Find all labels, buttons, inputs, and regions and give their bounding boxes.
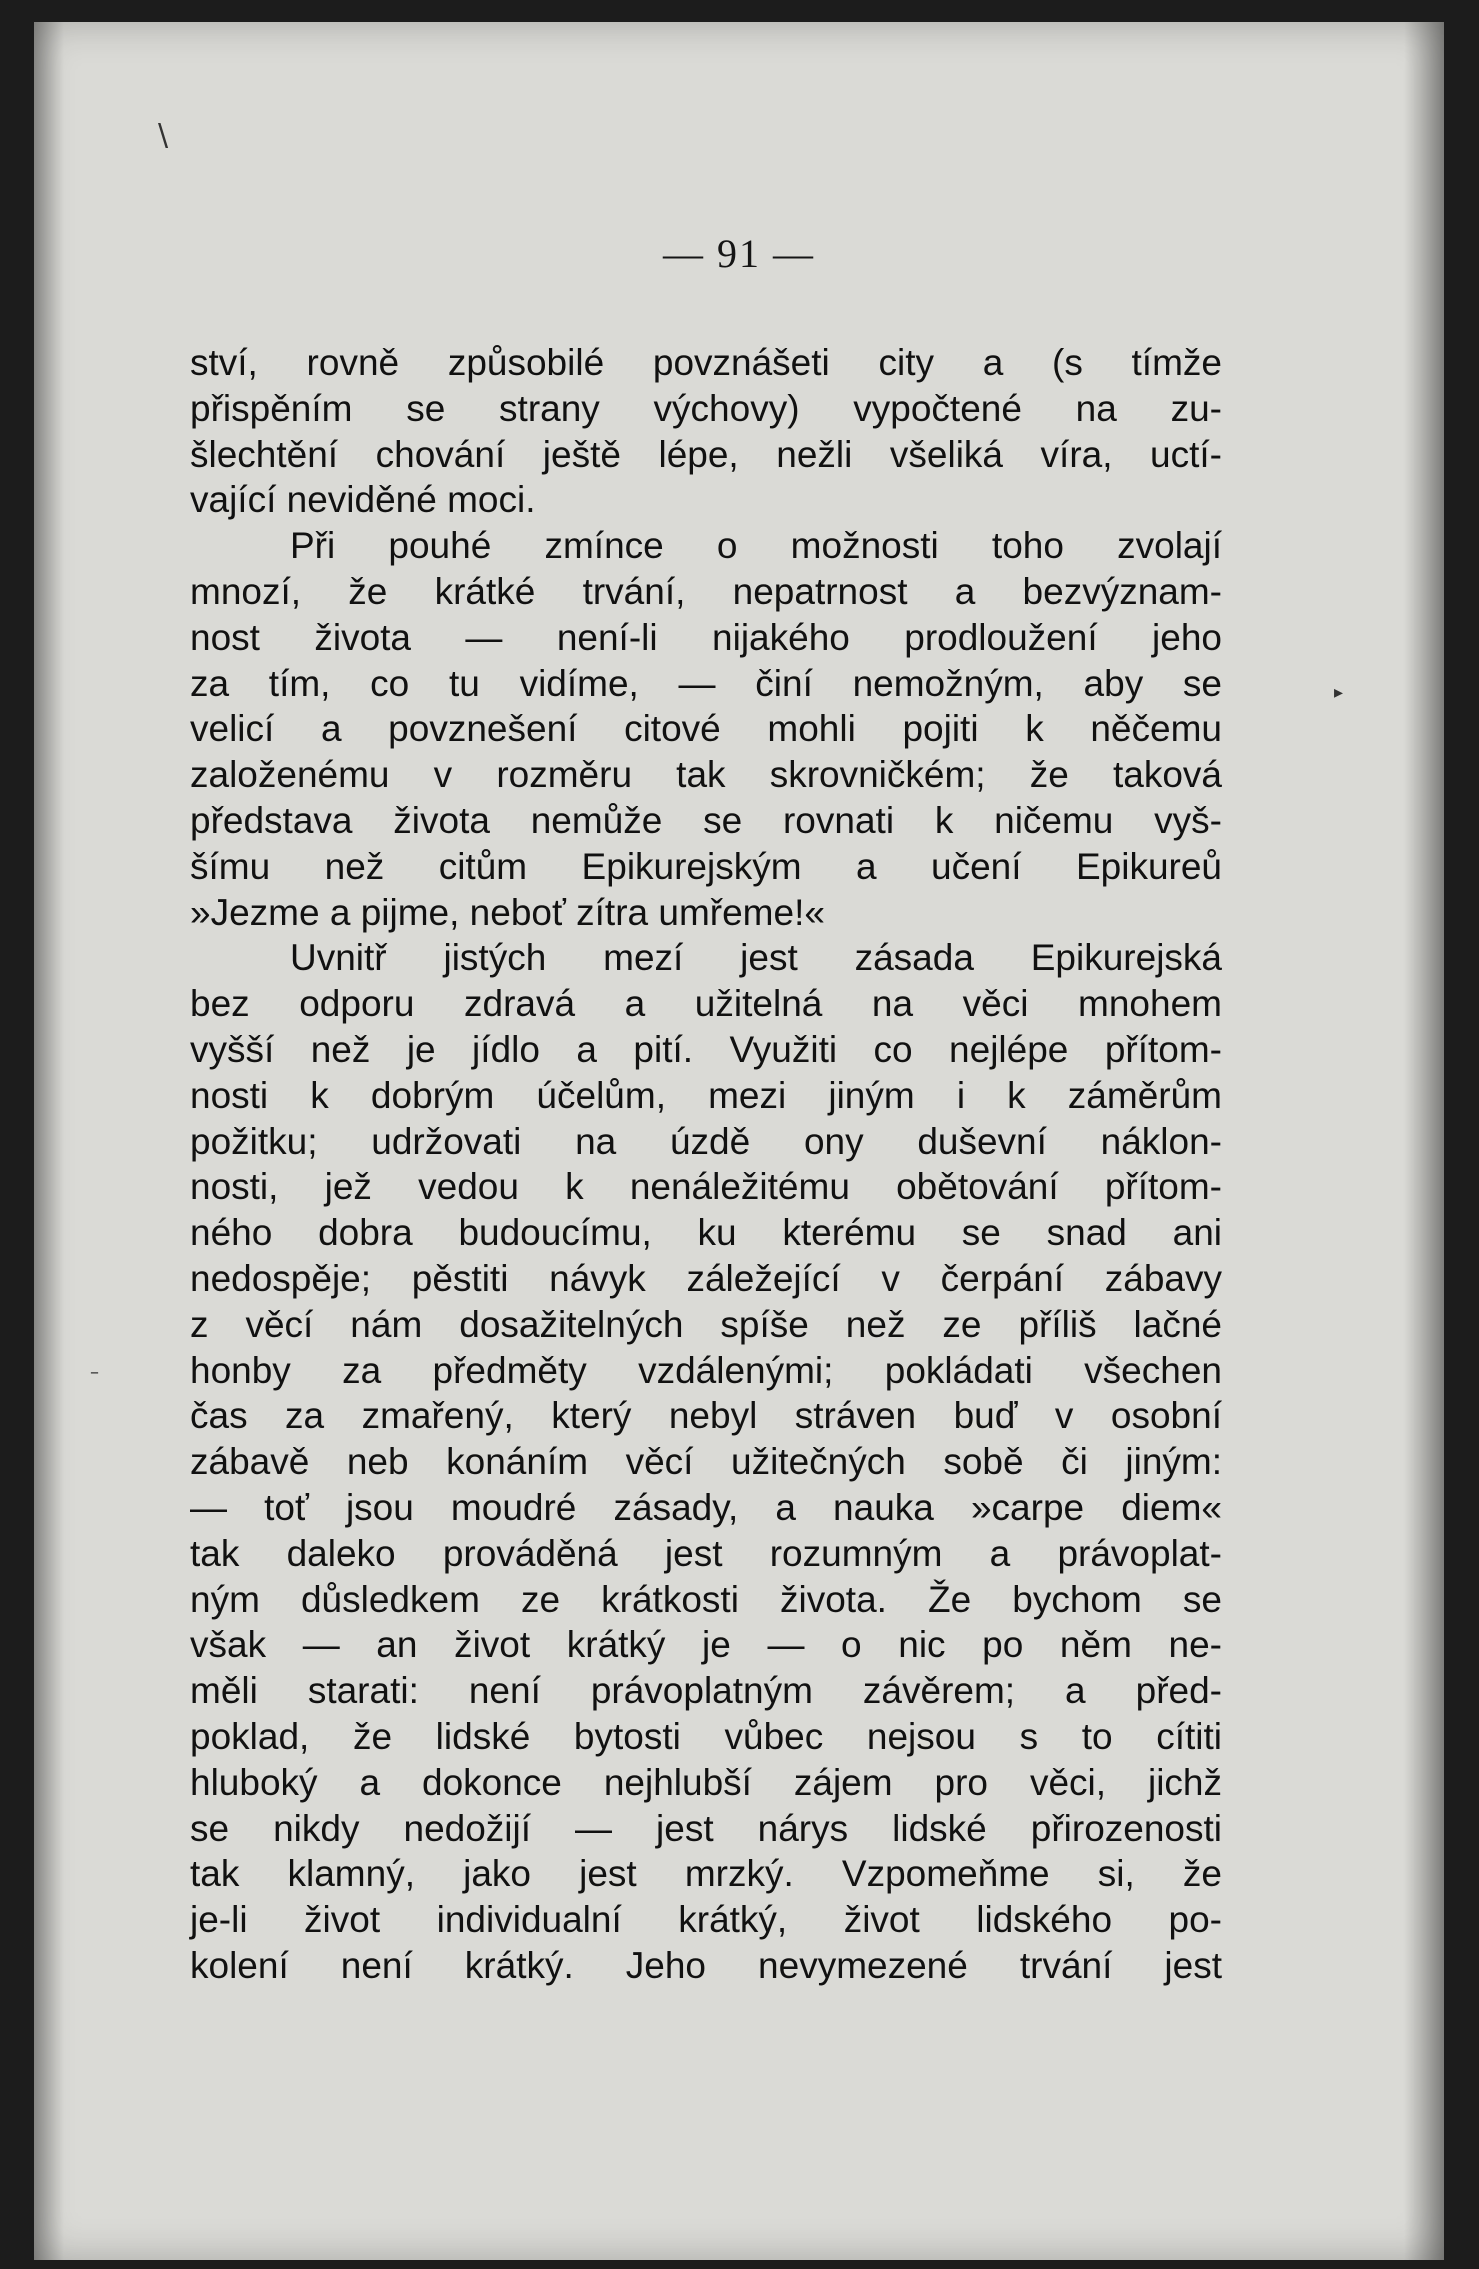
- text-line: představa života nemůže se rovnati k ničemu vyš-: [190, 799, 1222, 841]
- scan-speck: ▸: [1334, 682, 1344, 703]
- text-line: šímu než citům Epikurejským a učení Epikureů: [190, 845, 1222, 887]
- text-line: — toť jsou moudré zásady, a nauka »carpe diem«: [190, 1486, 1222, 1528]
- text-line: měli starati: není právoplatným závěrem; a před-: [190, 1670, 1222, 1712]
- text-line: zábavě neb konáním věcí užitečných sobě či jiným:: [190, 1441, 1222, 1483]
- scan-speck: –: [90, 1362, 99, 1383]
- text-line: kolení není krátký. Jeho nevymezené trvání jest: [190, 1944, 1222, 1986]
- body-text: [190, 340, 1222, 1989]
- text-line: Při pouhé zmínce o možnosti toho zvolají: [290, 525, 1222, 567]
- text-line: se nikdy nedožijí — jest nárys lidské přirozenosti: [190, 1807, 1222, 1849]
- page-number: — 91 —: [663, 231, 815, 276]
- text-line: mnozí, že krátké trvání, nepatrnost a bezvýznam-: [190, 570, 1222, 612]
- text-line: nost života — není-li nijakého prodloužení jeho: [190, 616, 1222, 658]
- text-line: Uvnitř jistých mezí jest zásada Epikurejská: [290, 937, 1222, 979]
- book-page: [34, 22, 1444, 2260]
- text-line: poklad, že lidské bytosti vůbec nejsou s to cítiti: [190, 1715, 1222, 1757]
- text-line: nosti, jež vedou k nenáležitému obětování přítom-: [190, 1166, 1222, 1208]
- text-line: nosti k dobrým účelům, mezi jiným i k záměrům: [190, 1074, 1222, 1116]
- text-line: vající neviděné moci.: [190, 479, 536, 521]
- text-line: ným důsledkem ze krátkosti života. Že bychom se: [190, 1578, 1222, 1620]
- text-line: je-li život individualní krátký, život lidského po-: [190, 1899, 1222, 1941]
- text-line: založenému v rozměru tak skrovničkém; že taková: [190, 754, 1222, 796]
- text-line: bez odporu zdravá a užitelná na věci mnohem: [190, 983, 1222, 1025]
- text-line: požitku; udržovati na úzdě ony duševní náklon-: [190, 1120, 1222, 1162]
- text-line: však — an život krátký je — o nic po něm ne-: [190, 1624, 1222, 1666]
- text-line: nedospěje; pěstiti návyk záležející v čerpání zábavy: [190, 1257, 1222, 1299]
- text-line: šlechtění chování ještě lépe, nežli všeliká víra, uctí-: [190, 433, 1222, 475]
- text-line: ného dobra budoucímu, ku kterému se snad ani: [190, 1212, 1222, 1254]
- text-line: z věcí nám dosažitelných spíše než ze příliš lačné: [190, 1303, 1222, 1345]
- scan-speck: \: [158, 118, 169, 153]
- text-line: tak klamný, jako jest mrzký. Vzpomeňme si, že: [190, 1853, 1222, 1895]
- text-line: tak daleko prováděná jest rozumným a právoplat-: [190, 1532, 1222, 1574]
- page-shadow-right: [1404, 22, 1444, 2260]
- text-line: za tím, co tu vidíme, — činí nemožným, aby se: [190, 662, 1222, 704]
- text-line: ství, rovně způsobilé povznášeti city a (s tímže: [190, 342, 1222, 383]
- text-line: přispěním se strany výchovy) vypočtené na zu-: [190, 387, 1222, 429]
- text-line: čas za zmařený, který nebyl stráven buď v osobní: [190, 1395, 1222, 1437]
- text-line: hluboký a dokonce nejhlubší zájem pro věci, jichž: [190, 1761, 1222, 1803]
- text-line: honby za předměty vzdálenými; pokládati všechen: [190, 1349, 1222, 1391]
- text-line: vyšší než je jídlo a pití. Využiti co nejlépe přítom-: [190, 1028, 1222, 1070]
- text-line: »Jezme a pijme, neboť zítra umřeme!«: [190, 891, 825, 933]
- text-line: velicí a povznešení citové mohli pojiti k něčemu: [190, 708, 1222, 750]
- page-shadow-left: [34, 22, 64, 2260]
